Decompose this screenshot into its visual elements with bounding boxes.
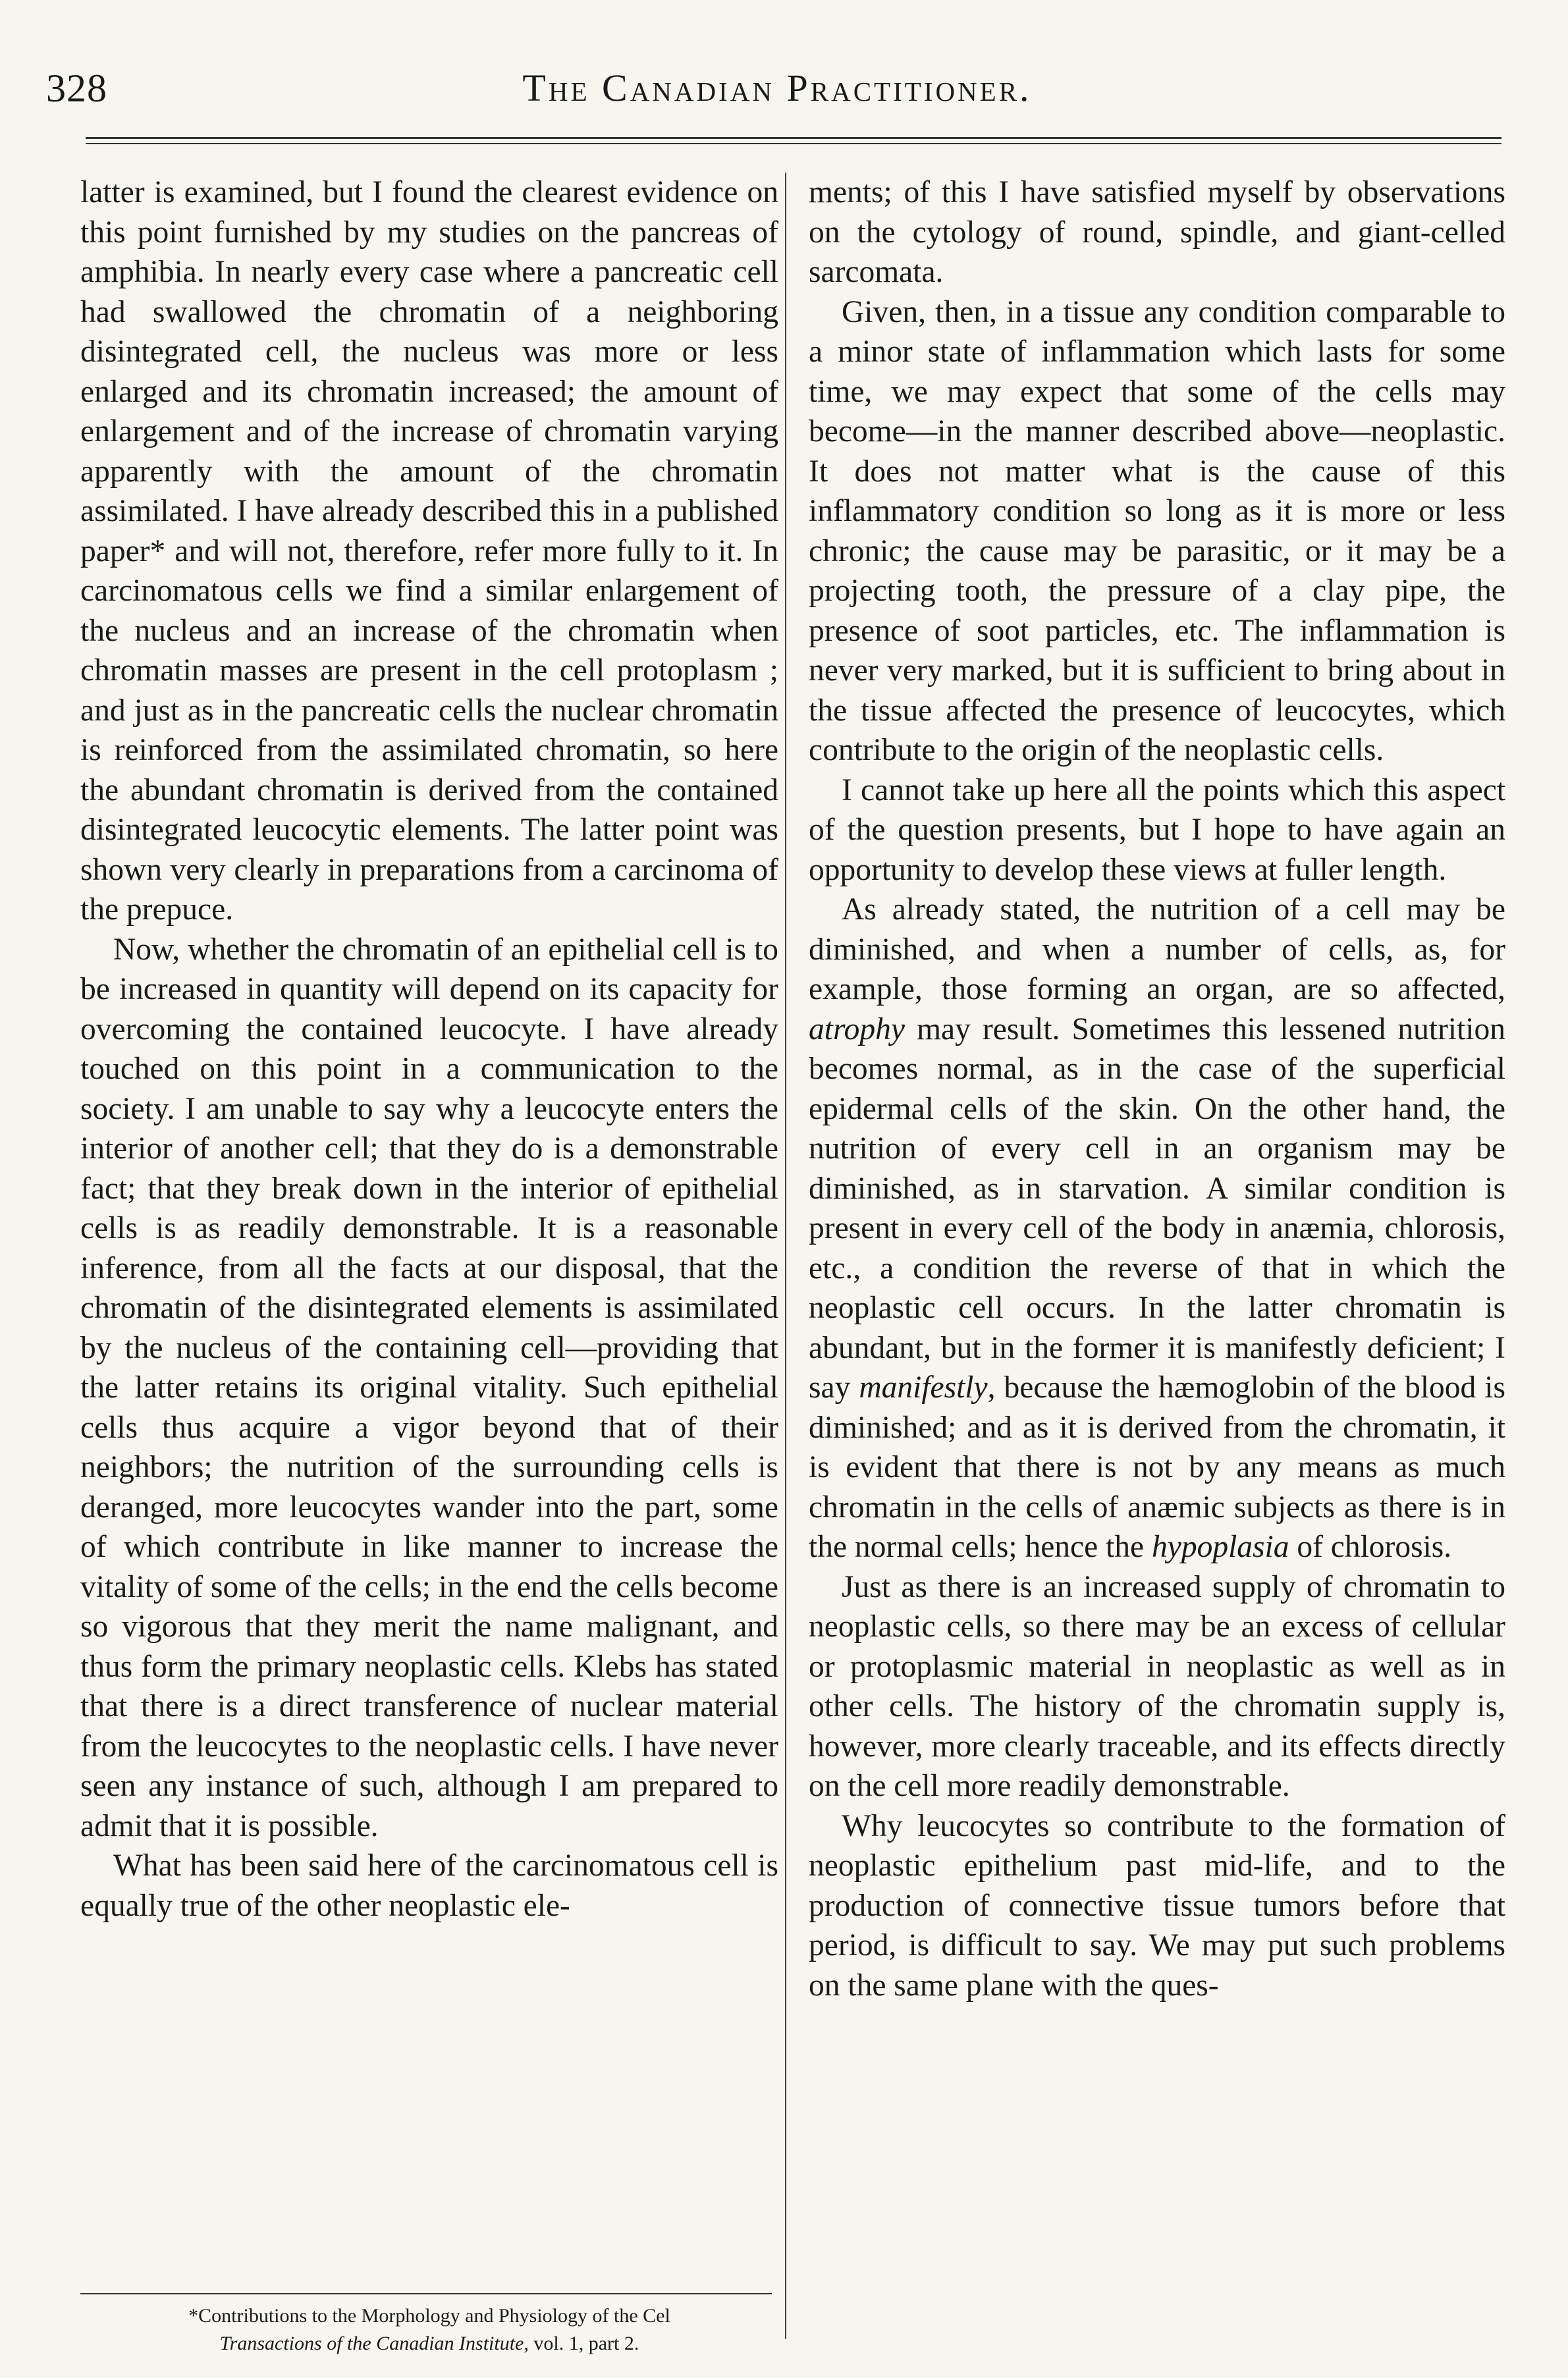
header-rule [86, 137, 1501, 144]
italic-term: manifestly [859, 1370, 988, 1405]
paragraph: Just as there is an increased supply of chromatin to neoplastic cells, so there may be an excess of cellular or protoplasmic material in neoplastic as well as in other cells. The history of the chromatin supply is, however, more clearly traceable, and its effects directly on the cell more readily demonstrable. [809, 1569, 1505, 1803]
italic-term: atrophy [809, 1012, 906, 1046]
footnote-rule [80, 2293, 772, 2294]
column-divider [785, 173, 786, 2339]
italic-term: hypoplasia [1151, 1530, 1289, 1564]
right-column [809, 173, 1505, 2005]
text-run: may result. Sometimes this lessened nutrition becomes normal, as in the case of the superficial epidermal cells of the skin. On the other hand, the nutrition of every cell in an organism may be diminished, as in starvation. A similar condition is present in every cell of the body in anæmia, chlorosis, etc., a condition the reverse of that in which the neoplastic cell occurs. In the latter chromatin is abundant, but in the former it is manifestly deficient; I say [809, 1012, 1505, 1405]
footnote-line [80, 2330, 778, 2358]
paragraph [809, 890, 1505, 1567]
paragraph: ments; of this I have satisfied myself by observations on the cytology of round, spindle, and giant-celled sarcomata. [809, 175, 1505, 289]
paragraph: Given, then, in a tissue any condition comparable to a minor state of inflammation which lasts for some time, we may expect that some of the cells may become—in the manner described above—neoplastic. It does not matter what is the cause of this inflammatory condition so long as it is more or less chronic; the cause may be parasitic, or it may be a projecting tooth, the pressure of a clay pipe, the presence of soot particles, etc. The inflammation is never very marked, but it is sufficient to bring about in the tissue affected the presence of leucocytes, which contribute to the origin of the neoplastic cells. [809, 294, 1505, 767]
left-column [80, 173, 778, 1926]
footnote-journal: Transactions of the Canadian Institute, [219, 2333, 529, 2354]
running-title: The Canadian Practitioner. [522, 67, 1032, 109]
page-number: 328 [46, 67, 107, 110]
paragraph: I cannot take up here all the points which this aspect of the question presents, but I hope to have again an opportunity to develop these views at fuller length. [809, 772, 1505, 887]
text-run: of chlorosis. [1289, 1530, 1452, 1564]
footnote-volume: vol. 1, part 2. [528, 2333, 639, 2354]
paragraph: Why leucocytes so contribute to the formation of neoplastic epithelium past mid-life, and to the production of connective tissue tumors before that period, is difficult to say. We may put such problems on the same plane with the ques- [809, 1808, 1505, 2003]
footnote-line: *Contributions to the Morphology and Physiology of the Cel [188, 2305, 670, 2327]
paragraph: latter is examined, but I found the clearest evidence on this point furnished by my studies on the pancreas of amphibia. In nearly every case where a pancreatic cell had swallowed the chromatin of a neighboring disintegrated cell, the nucleus was more or less enlarged and its chromatin increased; the amount of enlargement and of the increase of chromatin varying apparently with the amount of the chromatin assimilated. I have already described this in a published paper* and will not, therefore, refer more fully to it. In carcinomatous cells we find a similar enlargement of the nucleus and an increase of the chromatin when chromatin masses are present in the cell protoplasm ; and just as in the pancreatic cells the nuclear chromatin is reinforced from the assimilated chromatin, so here the abundant chromatin is derived from the contained disintegrated leucocytic elements. The latter point was shown very clearly in preparations from a carcinoma of the prepuce. [80, 175, 778, 927]
paragraph: What has been said here of the carcinomatous cell is equally true of the other neoplastic ele- [80, 1849, 778, 1923]
text-run: As already stated, the nutrition of a cell may be diminished, and when a number of cells, as, for example, those forming an organ, are so affected, [809, 892, 1505, 1006]
footnote [80, 2302, 778, 2358]
text-run: , because the hæmoglobin of the blood is diminished; and as it is derived from the chromatin, it is evident that there is not by any means as much chromatin in the cells of anæmic subjects as there is in the normal cells; hence the [809, 1370, 1505, 1564]
paragraph: Now, whether the chromatin of an epithelial cell is to be increased in quantity will depend on its capacity for overcoming the contained leucocyte. I have already touched on this point in a communication to the society. I am unable to say why a leucocyte enters the interior of another cell; that they do is a demonstrable fact; that they break down in the interior of epithelial cells is as readily demonstrable. It is a reasonable inference, from all the facts at our disposal, that the chromatin of the disintegrated elements is assimilated by the nucleus of the containing cell—providing that the latter retains its original vitality. Such epithelial cells thus acquire a vigor beyond that of their neighbors; the nutrition of the surrounding cells is deranged, more leucocytes wander into the part, some of which contribute in like manner to increase the vitality of some of the cells; in the end the cells become so vigorous that they merit the name malignant, and thus form the primary neoplastic cells. Klebs has stated that there is a direct transference of nuclear material from the leucocytes to the neoplastic cells. I have never seen any instance of such, although I am prepared to admit that it is possible. [80, 932, 778, 1843]
page-header [46, 66, 1508, 125]
